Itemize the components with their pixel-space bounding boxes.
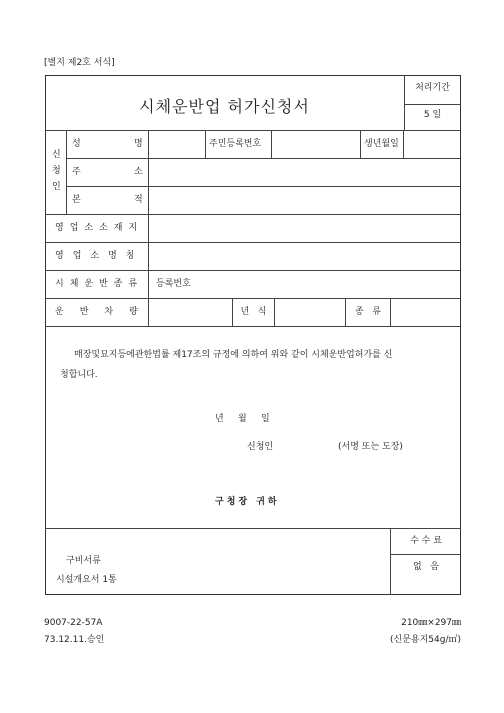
divider — [45, 528, 461, 529]
form-title: 시체운반업 허가신청서 — [139, 97, 310, 116]
name-field[interactable] — [149, 131, 204, 157]
birth-date-field[interactable] — [404, 131, 460, 157]
paper-size: 210㎜×297㎜ — [401, 618, 461, 628]
vehicle-kind-label: 종 류 — [355, 307, 381, 317]
birth-date-label: 생년월일 — [364, 139, 399, 149]
vehicle-kind-field[interactable] — [391, 299, 460, 325]
divider — [390, 554, 461, 555]
divider — [45, 326, 461, 327]
registration-number-label: 등록번호 — [156, 279, 191, 289]
address-label-a: 주 — [72, 167, 81, 177]
statement-line-1: 매장및묘지등에관한법률 제17조의 규정에 의하여 위와 같이 시체운반업허가를 신 — [74, 350, 393, 360]
attachment-item: 시설개요서 1통 — [56, 575, 117, 585]
transport-vehicle-label: 운반차량 — [55, 307, 154, 317]
attachments-title: 구비서류 — [66, 556, 101, 566]
address-label-b: 소 — [134, 167, 143, 177]
model-year-field[interactable] — [275, 299, 344, 325]
signature-note: (서명 또는 도장) — [338, 442, 403, 452]
application-form — [45, 75, 461, 595]
business-location-label: 영업소소재지 — [55, 223, 144, 233]
form-tag: [별지 제2호 서식] — [44, 58, 115, 68]
domicile-label-b: 적 — [134, 195, 143, 205]
fee-label: 수 수 료 — [410, 536, 442, 546]
divider — [45, 130, 461, 131]
approval-date: 73.12.11.승인 — [44, 635, 105, 645]
registration-number-field[interactable] — [200, 271, 460, 297]
processing-period-label: 처리기간 — [415, 83, 450, 93]
resident-number-field[interactable] — [272, 131, 359, 157]
applicant-signature-field[interactable] — [282, 437, 332, 455]
application-date: 년 월 일 — [215, 414, 270, 424]
business-location-field[interactable] — [149, 215, 460, 241]
applicant-group-label-3: 인 — [52, 182, 61, 192]
divider — [404, 104, 461, 105]
business-name-field[interactable] — [149, 243, 460, 269]
address-field[interactable] — [149, 159, 460, 185]
applicant-sign-label: 신청인 — [247, 442, 274, 452]
resident-number-label: 주민등록번호 — [209, 139, 262, 149]
business-name-label: 영업소명칭 — [55, 251, 144, 261]
divider — [205, 130, 206, 158]
form-code: 9007-22-57A — [44, 618, 103, 628]
name-label-a: 성 — [72, 139, 81, 149]
paper-type: (신문용지54g/㎡) — [390, 635, 461, 645]
recipient: 구청장 귀하 — [215, 497, 280, 507]
name-label-b: 명 — [134, 139, 143, 149]
domicile-label-a: 본 — [72, 195, 81, 205]
divider — [360, 130, 361, 158]
model-year-label: 년 식 — [240, 307, 267, 317]
applicant-group-label-2: 청 — [52, 166, 61, 176]
statement-line-2: 청합니다. — [60, 370, 98, 380]
domicile-field[interactable] — [149, 187, 460, 213]
processing-period-value: 5 일 — [423, 110, 442, 120]
divider — [66, 130, 67, 214]
vehicle-type-label: 시체운반종류 — [55, 279, 144, 289]
transport-vehicle-field[interactable] — [149, 299, 231, 325]
fee-value: 없 음 — [413, 562, 439, 572]
applicant-group-label-1: 신 — [52, 150, 61, 160]
